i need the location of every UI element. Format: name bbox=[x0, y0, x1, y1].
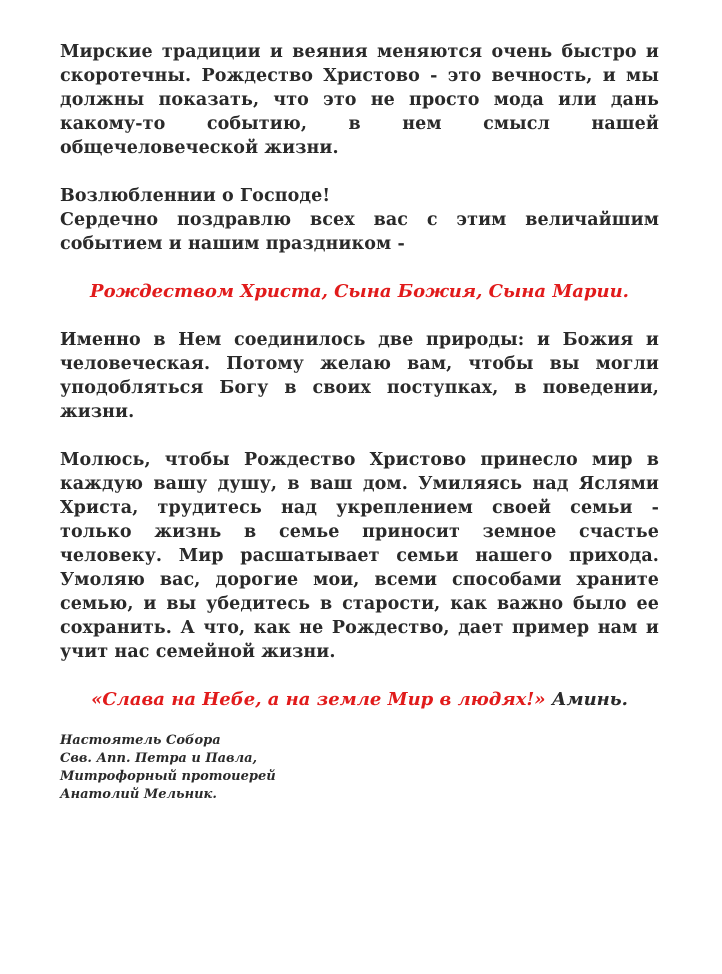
signature-line: Настоятель Собора bbox=[60, 733, 221, 748]
paragraph-prayer: Молюсь, чтобы Рождество Христово принесло мир в каждую вашу душу, в ваш дом. Умиляясь над Яслями Христа, трудитесь над укреплением своей семьи - только жизнь в семье приносит земное счастье человеку. Мир расшатывает семьи нашего прихода. Умоляю вас, дорогие мои, всеми способами храните семью, и вы убедитесь в старости, как важно было ее сохранить. А что, как не Рождество, дает пример нам и учит нас семейной жизни. bbox=[60, 450, 659, 662]
spacer bbox=[60, 424, 659, 448]
paragraph-traditions: Мирские традиции и веяния меняются очень быстро и скоротечны. Рождество Христово - это вечность, и мы должны показать, что это не просто мода или дань какому-то событию, в нем смысл нашей общечеловеческой жизни. bbox=[60, 42, 659, 158]
highlight-nativity: Рождеством Христа, Сына Божия, Сына Марии. bbox=[90, 281, 629, 302]
highlight-glory bbox=[60, 688, 659, 712]
signature-line: Анатолий Мельник. bbox=[60, 787, 217, 802]
paragraph-two-natures: Именно в Нем соединилось две природы: и Божия и человеческая. Потому желаю вам, чтобы вы могли уподобляться Богу в своих поступках, в поведении, жизни. bbox=[60, 330, 659, 422]
spacer bbox=[60, 664, 659, 688]
signature-block bbox=[60, 732, 659, 804]
glory-quote: «Слава на Небе, а на земле Мир в людях!» bbox=[91, 689, 546, 710]
spacer bbox=[60, 304, 659, 328]
spacer bbox=[60, 160, 659, 184]
paragraph-congratulation: Сердечно поздравлю всех вас с этим величайшим событием и нашим праздником - bbox=[60, 210, 659, 254]
signature-line: Митрофорный протоиерей bbox=[60, 769, 276, 784]
amen-text: Аминь. bbox=[551, 689, 628, 710]
letter-page bbox=[60, 40, 659, 804]
spacer bbox=[60, 256, 659, 280]
greeting: Возлюбленнии о Господе! bbox=[60, 186, 331, 206]
signature-line: Свв. Апп. Петра и Павла, bbox=[60, 751, 258, 766]
